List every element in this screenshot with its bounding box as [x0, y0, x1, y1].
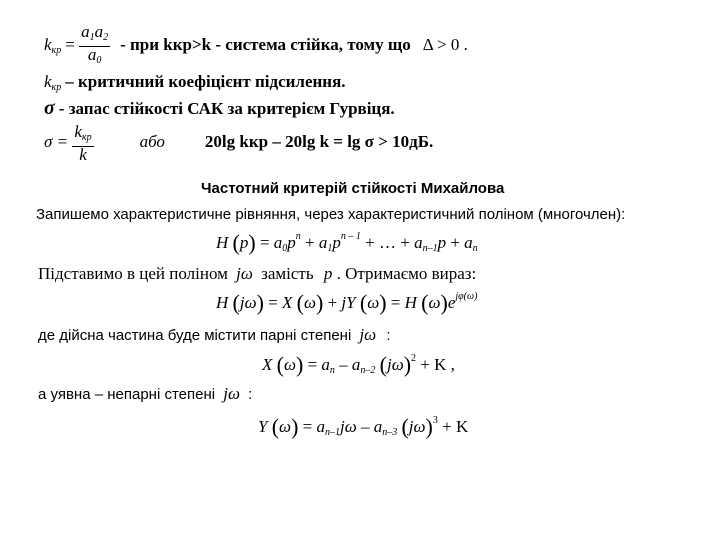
- substitute-prefix: Підставимо в цей поліном: [38, 264, 228, 283]
- substitution-line: Підставимо в цей поліном jω замість p . Отримаємо вираз:: [38, 264, 477, 283]
- stability-condition-text: - при kкр>k - система стійка, тому що: [120, 35, 411, 55]
- section-title: Частотний критерій стійкості Михайлова: [201, 180, 505, 197]
- sigma-description-line: [44, 97, 395, 120]
- real-part-formula: X $(\omega) = a_n - a_{n-2}$ $(j\omega)^2 + K$ ,: [262, 352, 455, 377]
- imag-part-text: а уявна – непарні степені: [38, 386, 216, 403]
- kcr-symbol: $k_{кр}$: [44, 35, 62, 57]
- substitute-mid: замість: [261, 264, 314, 283]
- sigma-description: - запас стійкості САК за критерієм Гурвіця.: [58, 99, 395, 118]
- intro-paragraph: Запишемо характеристичне рівняння, через характеристичний поліном (многочлен):: [36, 206, 626, 223]
- delta-condition: Δ > 0 .: [422, 35, 468, 55]
- kcr-fraction: $\frac{a_1a_2}{a_0}$: [81, 22, 109, 66]
- real-part-text: де дійсна частина буде містити парні степені: [38, 327, 352, 344]
- kcr-description: – критичний коефіцієнт підсилення.: [65, 72, 346, 91]
- frequency-response-formula: H (jω) = X (ω) + jY (ω) = H $(\omega)e^{j\varphi(\omega)}$: [216, 290, 478, 315]
- substitute-suffix: . Отримаємо вираз:: [336, 264, 477, 283]
- kcr-definition-line: $k_{кр}$ = $\frac{a_1a_2}{a_0}$ - при kкр>k - система стійка, тому що Δ > 0 .: [44, 24, 468, 64]
- sigma-fraction: $\frac{k_{кр}}{k}$: [74, 122, 92, 164]
- characteristic-polynomial: H $(p) = a_0p^n + a_1p^{n - 1}$ + … + $a_{n-1}p + a_n$: [216, 230, 478, 255]
- imag-part-formula: Y $(\omega) = a_{n-1}j\omega - a_{n-3}$ $(j\omega)^3 + K$: [258, 414, 469, 439]
- kcr-symbol-2: $k_{кр}$: [44, 72, 62, 93]
- imag-part-line: а уявна – непарні степені jω :: [38, 384, 253, 403]
- sigma-symbol: σ: [44, 97, 55, 119]
- or-label: або: [139, 132, 165, 152]
- real-part-line: де дійсна частина буде містити парні степені jω :: [38, 325, 391, 344]
- decibel-formula: 20lg kкр – 20lg k = lg σ > 10дБ.: [204, 132, 434, 152]
- kcr-description-line: [44, 72, 346, 93]
- sigma-formula-line: σ = $\frac{k_{кр}}{k}$ або 20lg kкр – 20lg k = lg σ > 10дБ.: [44, 122, 434, 164]
